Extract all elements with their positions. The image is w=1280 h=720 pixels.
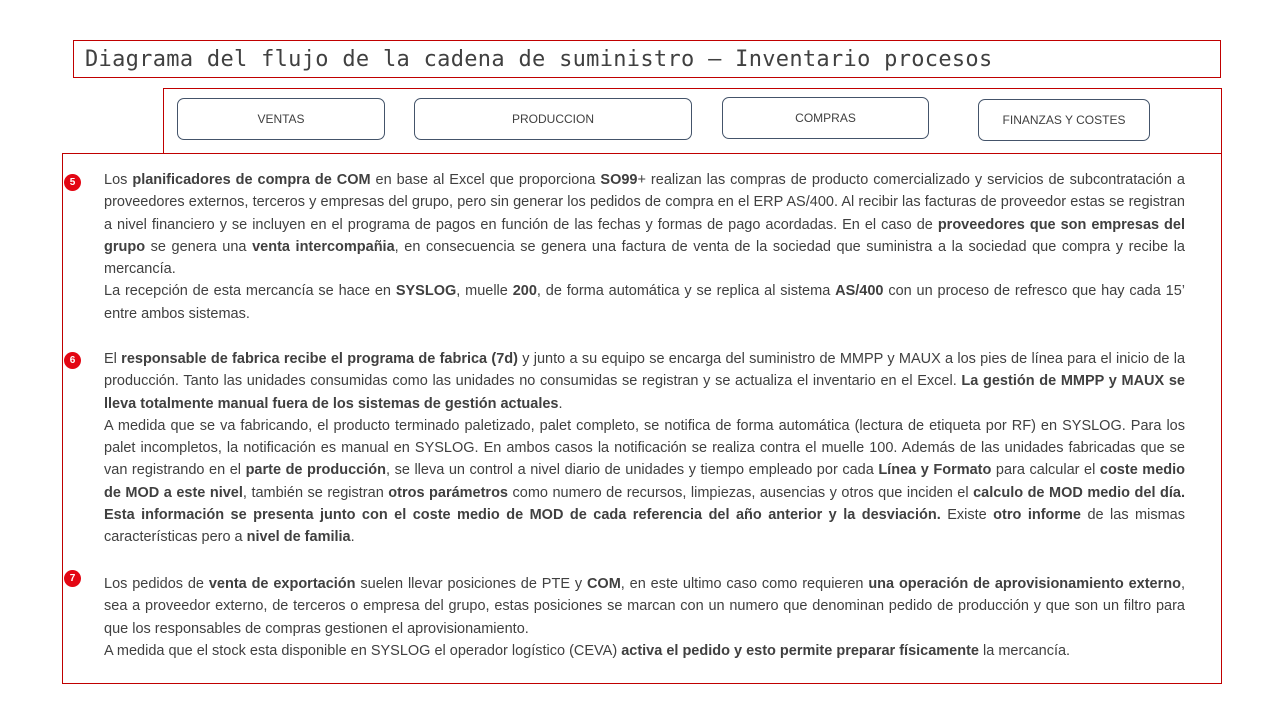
text-run: , muelle bbox=[456, 283, 513, 300]
section-7 bbox=[104, 573, 1185, 662]
bold-text-run: calculo de MOD medio del día. Esta información se presenta junto con el coste medio de MOD de cada referencia del año anterior y la desviación. bbox=[104, 484, 1185, 524]
text-run: como numero de recursos, limpiezas, ausencias y otros que inciden el bbox=[508, 484, 974, 501]
bold-text-run: proveedores que son empresas del grupo bbox=[104, 216, 1185, 255]
step-marker-7: 7 bbox=[64, 570, 81, 587]
bold-text-run: activa el pedido y esto permite preparar físicamente bbox=[621, 642, 979, 659]
bold-text-run: Línea y Formato bbox=[878, 462, 992, 479]
section-7-paragraph-2 bbox=[104, 640, 1185, 662]
tab-finanzas-y-costes[interactable] bbox=[978, 99, 1150, 141]
section-7-paragraph-1 bbox=[104, 573, 1185, 640]
text-run: El bbox=[104, 351, 122, 367]
bold-text-run: planificadores de compra de COM bbox=[132, 172, 371, 188]
text-run: + realizan las compras de producto comercializado y servicios de subcontratación a proveedores externos, terceros y empresas del grupo, pero sin generar los pedidos de compra en el ERP AS/400. Al recibir las facturas de proveedor estas se registran a nivel financiero y se incluyen en el programa de pagos en función de las fechas y formas de pago acordadas. En el caso de bbox=[104, 172, 1185, 233]
text-run: suelen llevar posiciones de PTE y bbox=[355, 576, 587, 592]
tab-compras-label: COMPRAS bbox=[795, 111, 856, 125]
bold-text-run: SO99 bbox=[600, 172, 638, 188]
text-run: , de forma automática y se replica al sistema bbox=[536, 283, 836, 300]
bold-text-run: responsable de fabrica recibe el programa de fabrica (7d) bbox=[121, 351, 518, 367]
bold-text-run: COM bbox=[586, 576, 621, 592]
title-box bbox=[73, 40, 1221, 78]
bold-text-run: otro informe bbox=[993, 507, 1081, 524]
text-run: con un proceso de refresco que hay cada 15’ entre ambos sistemas. bbox=[104, 283, 1185, 322]
text-run: en base al Excel que proporciona bbox=[370, 172, 601, 188]
text-run: A medida que el stock esta disponible en SYSLOG el operador logístico (CEVA) bbox=[104, 642, 622, 659]
section-5-paragraph-1 bbox=[104, 169, 1185, 280]
text-run: la mercancía. bbox=[979, 642, 1071, 659]
tab-ventas-label: VENTAS bbox=[257, 112, 305, 126]
section-5-paragraph-2 bbox=[104, 280, 1185, 325]
tab-ventas[interactable] bbox=[177, 98, 385, 140]
tab-produccion-label: PRODUCCION bbox=[511, 112, 594, 126]
bold-text-run: nivel de familia bbox=[246, 529, 351, 546]
text-run: La recepción de esta mercancía se hace en bbox=[104, 283, 396, 300]
tab-compras[interactable] bbox=[722, 97, 929, 139]
bold-text-run: AS/400 bbox=[835, 283, 884, 300]
text-run: Existe bbox=[940, 507, 994, 524]
text-run: , en consecuencia se genera una factura de venta de la sociedad que suministra a la sociedad que compra y recibe la mercancía. bbox=[104, 238, 1186, 278]
bold-text-run: venta intercompañia bbox=[252, 238, 395, 255]
bold-text-run: SYSLOG bbox=[395, 283, 457, 300]
step-marker-5: 5 bbox=[64, 174, 81, 191]
text-run: . bbox=[558, 395, 563, 412]
text-run: y junto a su equipo se encarga del suministro de MMPP y MAUX a los pies de línea para el inicio de la producción. Tanto las unidades consumidas como las unidades no consumidas se registran y se actualiza el inventario en el Excel. bbox=[104, 351, 1186, 390]
bold-text-run: otros parámetros bbox=[388, 484, 508, 501]
bold-text-run: coste medio de MOD a este nivel bbox=[104, 462, 1186, 501]
tab-finanzas-label: FINANZAS Y COSTES bbox=[1002, 113, 1126, 127]
bold-text-run: venta de exportación bbox=[208, 576, 356, 592]
text-run: para calcular el bbox=[991, 462, 1100, 479]
section-6 bbox=[104, 348, 1185, 549]
tab-produccion[interactable] bbox=[414, 98, 692, 140]
text-run: Los bbox=[104, 172, 133, 188]
bold-text-run: una operación de aprovisionamiento externo bbox=[868, 576, 1181, 592]
text-run: , en este ultimo caso como requieren bbox=[620, 576, 869, 592]
text-run: A medida que se va fabricando, el producto terminado paletizado, palet completo, se notifica de forma automática (lectura de etiqueta por RF) en SYSLOG. Para los palet incompletos, la notificación es manual en SYSLOG. En ambos casos la notificación se realiza contra el muelle 100. Además de las unidades fabricadas que se van registrando en el bbox=[104, 417, 1185, 479]
page-title: Diagrama del flujo de la cadena de suministro – Inventario procesos bbox=[85, 46, 993, 72]
text-run: , sea a proveedor externo, de terceros o empresa del grupo, estas posiciones se marcan con un numero que denominan pedido de producción y que son un filtro para que los responsables de compras gestionen el aprovisionamiento. bbox=[104, 576, 1186, 637]
text-run: , se lleva un control a nivel diario de unidades y tiempo empleado por cada bbox=[386, 462, 879, 479]
bold-text-run: parte de producción bbox=[245, 462, 386, 479]
text-run: , también se registran bbox=[242, 484, 389, 501]
text-run: . bbox=[350, 529, 355, 546]
text-run: Los pedidos de bbox=[104, 576, 209, 592]
section-6-paragraph-2 bbox=[104, 415, 1185, 549]
text-run: de las mismas características pero a bbox=[104, 507, 1185, 546]
bold-text-run: La gestión de MMPP y MAUX se lleva totalmente manual fuera de los sistemas de gestión actuales bbox=[104, 373, 1185, 412]
bold-text-run: 200 bbox=[512, 283, 537, 300]
section-6-paragraph-1 bbox=[104, 348, 1185, 415]
step-marker-6: 6 bbox=[64, 352, 81, 369]
text-run: se genera una bbox=[145, 238, 253, 255]
section-5 bbox=[104, 169, 1185, 325]
